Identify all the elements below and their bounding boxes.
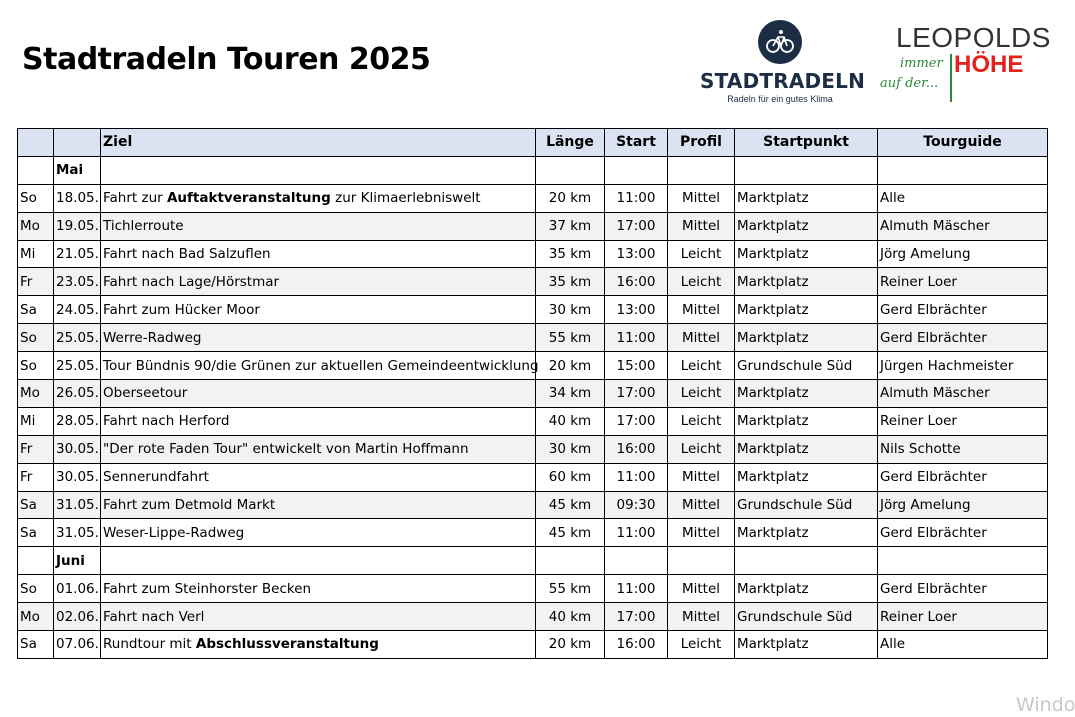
laenge-cell: 30 km xyxy=(536,435,605,463)
month-label: Mai xyxy=(54,156,101,184)
startpunkt-cell: Marktplatz xyxy=(735,631,878,659)
start-cell: 16:00 xyxy=(605,435,668,463)
empty-cell xyxy=(536,156,605,184)
page-title: Stadtradeln Touren 2025 xyxy=(22,42,431,77)
empty-cell xyxy=(735,156,878,184)
ziel-text: Tour Bündnis 90/die Grünen zur aktuellen Gemeindeentwicklung xyxy=(103,357,539,374)
tourguide-cell: Alle xyxy=(878,184,1048,212)
table-row xyxy=(18,352,1048,380)
ziel-text: Werre-Radweg xyxy=(103,329,202,346)
day-cell: Fr xyxy=(18,268,54,296)
ziel-cell xyxy=(101,631,536,659)
laenge-cell: 34 km xyxy=(536,380,605,408)
start-cell: 13:00 xyxy=(605,240,668,268)
profil-cell: Mittel xyxy=(668,603,735,631)
date-cell: 18.05. xyxy=(54,184,101,212)
table-row xyxy=(18,380,1048,408)
ziel-cell xyxy=(101,575,536,603)
laenge-cell: 55 km xyxy=(536,324,605,352)
tourguide-cell: Gerd Elbrächter xyxy=(878,575,1048,603)
laenge-cell: 20 km xyxy=(536,184,605,212)
ziel-text: Fahrt zur xyxy=(103,190,167,207)
profil-cell: Mittel xyxy=(668,463,735,491)
month-row xyxy=(18,547,1048,575)
start-cell: 15:00 xyxy=(605,352,668,380)
day-cell: Sa xyxy=(18,491,54,519)
ziel-text: Sennerundfahrt xyxy=(103,469,209,486)
start-cell: 16:00 xyxy=(605,268,668,296)
ziel-cell xyxy=(101,184,536,212)
day-cell: Fr xyxy=(18,435,54,463)
table-row xyxy=(18,212,1048,240)
logo-line-2: HÖHE xyxy=(954,51,1024,78)
ziel-text: zur Klimaerlebniswelt xyxy=(330,190,481,207)
ziel-cell xyxy=(101,519,536,547)
start-cell: 17:00 xyxy=(605,603,668,631)
laenge-cell: 55 km xyxy=(536,575,605,603)
date-cell: 30.05. xyxy=(54,435,101,463)
profil-cell: Leicht xyxy=(668,268,735,296)
empty-cell xyxy=(878,156,1048,184)
ziel-text: Fahrt nach Lage/Hörstmar xyxy=(103,273,280,290)
tourguide-cell: Reiner Loer xyxy=(878,407,1048,435)
table-row xyxy=(18,491,1048,519)
ziel-bold-text: Auftaktveranstaltung xyxy=(166,190,331,207)
profil-cell: Leicht xyxy=(668,631,735,659)
table-row xyxy=(18,631,1048,659)
tourguide-cell: Gerd Elbrächter xyxy=(878,519,1048,547)
start-cell: 11:00 xyxy=(605,463,668,491)
table-body xyxy=(18,156,1048,658)
ziel-cell xyxy=(101,324,536,352)
day-cell: Mo xyxy=(18,212,54,240)
date-cell: 07.06. xyxy=(54,631,101,659)
table-row xyxy=(18,603,1048,631)
tourguide-cell: Alle xyxy=(878,631,1048,659)
laenge-cell: 40 km xyxy=(536,603,605,631)
logo-slogan-1: immer xyxy=(900,56,943,71)
tourguide-cell: Jürgen Hachmeister xyxy=(878,352,1048,380)
day-cell: So xyxy=(18,352,54,380)
empty-cell xyxy=(668,156,735,184)
table-row xyxy=(18,324,1048,352)
day-cell: Sa xyxy=(18,296,54,324)
startpunkt-cell: Marktplatz xyxy=(735,463,878,491)
day-cell: Mo xyxy=(18,380,54,408)
leopoldshoehe-logo xyxy=(876,20,1051,106)
laenge-cell: 40 km xyxy=(536,407,605,435)
laenge-cell: 45 km xyxy=(536,519,605,547)
day-cell: Sa xyxy=(18,519,54,547)
stadtradeln-tagline: Radeln für ein gutes Klima xyxy=(727,94,833,104)
ziel-cell xyxy=(101,296,536,324)
date-cell: 01.06. xyxy=(54,575,101,603)
table-row xyxy=(18,575,1048,603)
empty-cell xyxy=(18,547,54,575)
bicycle-icon xyxy=(758,20,802,64)
header-ziel: Ziel xyxy=(101,129,536,157)
date-cell: 23.05. xyxy=(54,268,101,296)
header-profil: Profil xyxy=(668,129,735,157)
startpunkt-cell: Marktplatz xyxy=(735,380,878,408)
laenge-cell: 45 km xyxy=(536,491,605,519)
profil-cell: Leicht xyxy=(668,380,735,408)
date-cell: 30.05. xyxy=(54,463,101,491)
date-cell: 21.05. xyxy=(54,240,101,268)
empty-cell xyxy=(101,547,536,575)
start-cell: 11:00 xyxy=(605,575,668,603)
date-cell: 25.05. xyxy=(54,352,101,380)
ziel-text: Rundtour mit xyxy=(103,636,196,653)
ziel-cell xyxy=(101,352,539,380)
start-cell: 13:00 xyxy=(605,296,668,324)
header-start: Start xyxy=(605,129,668,157)
ziel-cell xyxy=(101,603,536,631)
date-cell: 25.05. xyxy=(54,324,101,352)
ziel-cell xyxy=(101,463,536,491)
ziel-cell xyxy=(101,212,536,240)
start-cell: 17:00 xyxy=(605,212,668,240)
startpunkt-cell: Marktplatz xyxy=(735,296,878,324)
month-row xyxy=(18,156,1048,184)
day-cell: Mi xyxy=(18,240,54,268)
header-date xyxy=(54,129,101,157)
day-cell: So xyxy=(18,324,54,352)
profil-cell: Leicht xyxy=(668,240,735,268)
startpunkt-cell: Marktplatz xyxy=(735,184,878,212)
date-cell: 31.05. xyxy=(54,519,101,547)
day-cell: So xyxy=(18,575,54,603)
tourguide-cell: Almuth Mäscher xyxy=(878,380,1048,408)
day-cell: Sa xyxy=(18,631,54,659)
profil-cell: Leicht xyxy=(668,407,735,435)
ziel-text: Fahrt zum Detmold Markt xyxy=(103,497,276,514)
tourguide-cell: Reiner Loer xyxy=(878,603,1048,631)
day-cell: So xyxy=(18,184,54,212)
month-label: Juni xyxy=(54,547,101,575)
empty-cell xyxy=(536,547,605,575)
startpunkt-cell: Grundschule Süd xyxy=(735,352,878,380)
empty-cell xyxy=(605,156,668,184)
profil-cell: Mittel xyxy=(668,296,735,324)
profil-cell: Mittel xyxy=(668,491,735,519)
profil-cell: Mittel xyxy=(668,575,735,603)
header-laenge: Länge xyxy=(536,129,605,157)
ziel-text: Weser-Lippe-Radweg xyxy=(103,524,245,541)
table-row xyxy=(18,435,1048,463)
start-cell: 11:00 xyxy=(605,519,668,547)
tourguide-cell: Gerd Elbrächter xyxy=(878,463,1048,491)
date-cell: 24.05. xyxy=(54,296,101,324)
start-cell: 16:00 xyxy=(605,631,668,659)
ziel-bold-text: Abschlussveranstaltung xyxy=(195,636,379,653)
ziel-cell xyxy=(101,435,536,463)
startpunkt-cell: Marktplatz xyxy=(735,519,878,547)
logo-line-1: LEOPOLDS xyxy=(896,22,1051,53)
date-cell: 02.06. xyxy=(54,603,101,631)
tourguide-cell: Jörg Amelung xyxy=(878,240,1048,268)
startpunkt-cell: Marktplatz xyxy=(735,240,878,268)
table-row xyxy=(18,184,1048,212)
empty-cell xyxy=(668,547,735,575)
stadtradeln-logo xyxy=(700,18,866,104)
date-cell: 28.05. xyxy=(54,407,101,435)
header-startpunkt: Startpunkt xyxy=(735,129,878,157)
date-cell: 31.05. xyxy=(54,491,101,519)
header-row xyxy=(18,129,1048,157)
tour-table xyxy=(17,128,1048,659)
profil-cell: Mittel xyxy=(668,184,735,212)
startpunkt-cell: Marktplatz xyxy=(735,575,878,603)
startpunkt-cell: Marktplatz xyxy=(735,324,878,352)
table-row xyxy=(18,240,1048,268)
day-cell: Mi xyxy=(18,407,54,435)
table-row xyxy=(18,519,1048,547)
startpunkt-cell: Marktplatz xyxy=(735,435,878,463)
profil-cell: Mittel xyxy=(668,212,735,240)
start-cell: 11:00 xyxy=(605,184,668,212)
date-cell: 19.05. xyxy=(54,212,101,240)
empty-cell xyxy=(605,547,668,575)
ziel-text: Tichlerroute xyxy=(103,218,184,235)
profil-cell: Mittel xyxy=(668,324,735,352)
laenge-cell: 35 km xyxy=(536,268,605,296)
ziel-cell xyxy=(101,268,536,296)
day-cell: Fr xyxy=(18,463,54,491)
empty-cell xyxy=(101,156,536,184)
laenge-cell: 20 km xyxy=(536,352,605,380)
ziel-text: Fahrt nach Bad Salzuflen xyxy=(103,246,271,262)
table-row xyxy=(18,463,1048,491)
start-cell: 17:00 xyxy=(605,380,668,408)
logo-divider xyxy=(950,54,952,102)
ziel-text: Fahrt nach Verl xyxy=(103,608,205,625)
tourguide-cell: Gerd Elbrächter xyxy=(878,324,1048,352)
date-cell: 26.05. xyxy=(54,380,101,408)
tourguide-cell: Gerd Elbrächter xyxy=(878,296,1048,324)
laenge-cell: 35 km xyxy=(536,240,605,268)
ziel-cell xyxy=(101,380,536,408)
ziel-text: Oberseetour xyxy=(103,385,188,402)
ziel-cell xyxy=(101,240,536,268)
profil-cell: Mittel xyxy=(668,519,735,547)
tourguide-cell: Jörg Amelung xyxy=(878,491,1048,519)
ziel-text: Fahrt zum Steinhorster Becken xyxy=(103,580,312,597)
laenge-cell: 30 km xyxy=(536,296,605,324)
start-cell: 11:00 xyxy=(605,324,668,352)
profil-cell: Leicht xyxy=(668,435,735,463)
ziel-cell xyxy=(101,491,536,519)
startpunkt-cell: Grundschule Süd xyxy=(735,603,878,631)
start-cell: 17:00 xyxy=(605,407,668,435)
table-row xyxy=(18,268,1048,296)
ziel-text: Fahrt zum Hücker Moor xyxy=(103,301,260,318)
laenge-cell: 20 km xyxy=(536,631,605,659)
tourguide-cell: Almuth Mäscher xyxy=(878,212,1048,240)
empty-cell xyxy=(878,547,1048,575)
startpunkt-cell: Marktplatz xyxy=(735,407,878,435)
profil-cell: Leicht xyxy=(668,352,735,380)
ziel-cell xyxy=(101,407,536,435)
logo-slogan-2: auf der... xyxy=(880,76,939,91)
tourguide-cell: Reiner Loer xyxy=(878,268,1048,296)
tourguide-cell: Nils Schotte xyxy=(878,435,1048,463)
windows-activation-watermark: Windo xyxy=(1016,694,1075,716)
startpunkt-cell: Marktplatz xyxy=(735,212,878,240)
table-row xyxy=(18,407,1048,435)
table-row xyxy=(18,296,1048,324)
empty-cell xyxy=(735,547,878,575)
day-cell: Mo xyxy=(18,603,54,631)
startpunkt-cell: Grundschule Süd xyxy=(735,491,878,519)
start-cell: 09:30 xyxy=(605,491,668,519)
empty-cell xyxy=(18,156,54,184)
laenge-cell: 60 km xyxy=(536,463,605,491)
startpunkt-cell: Marktplatz xyxy=(735,268,878,296)
laenge-cell: 37 km xyxy=(536,212,605,240)
ziel-text: Fahrt nach Herford xyxy=(103,413,230,430)
header-tourguide: Tourguide xyxy=(878,129,1048,157)
ziel-text: "Der rote Faden Tour" entwickelt von Martin Hoffmann xyxy=(103,441,469,458)
header-day xyxy=(18,129,54,157)
stadtradeln-wordmark: STADTRADELN xyxy=(700,69,866,93)
